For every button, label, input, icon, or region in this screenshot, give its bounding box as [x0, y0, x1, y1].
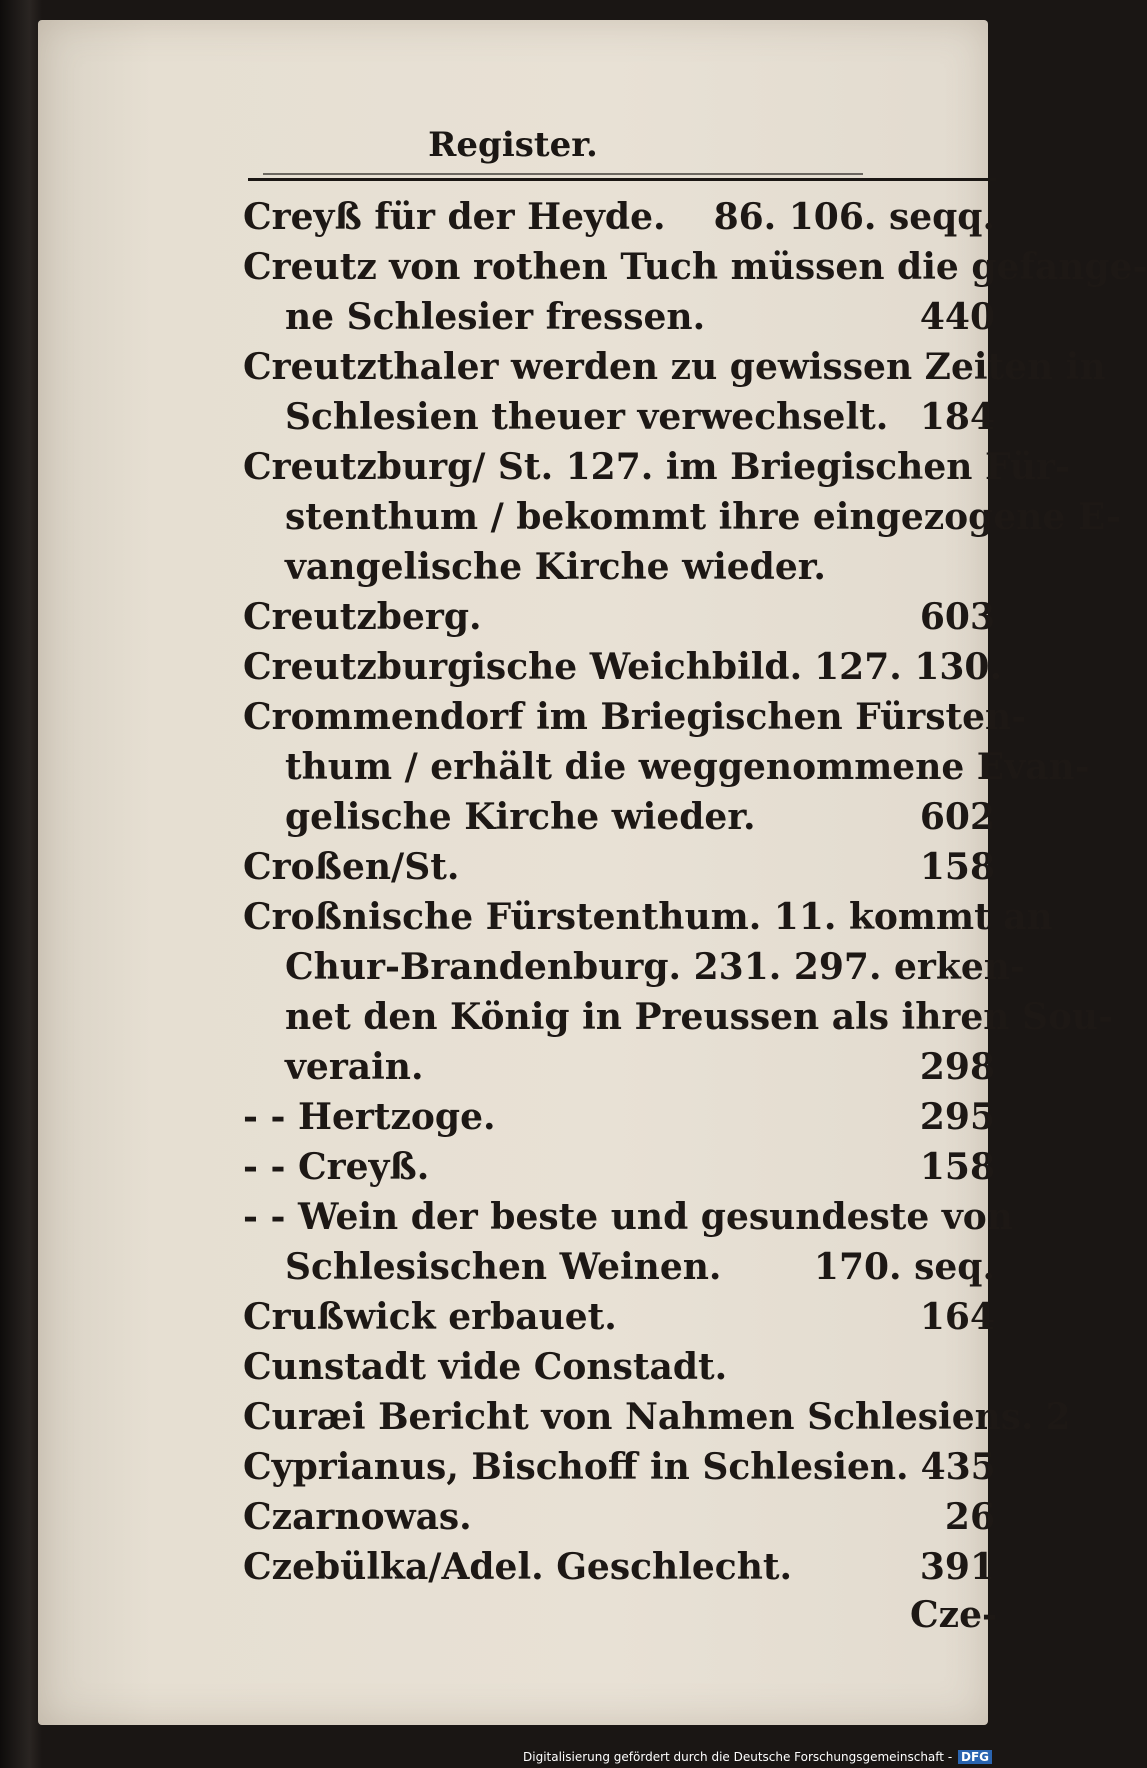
entry-page-number: 170. seq.	[813, 1246, 995, 1288]
register-entry	[243, 492, 1121, 542]
entry-text: ne Schlesier fressen.	[285, 296, 706, 338]
entry-page-number: 158	[919, 1146, 995, 1188]
catchword: Cze-	[910, 1594, 997, 1636]
entry-text: Schlesien theuer verwechselt.	[285, 396, 889, 438]
entry-page-number: 158	[919, 846, 995, 888]
register-entry	[243, 1392, 1071, 1442]
entry-text: Crußwick erbauet.	[243, 1296, 617, 1338]
entry-text: stenthum / bekommt ihre eingezogene E-	[285, 496, 1121, 538]
entry-page-number: 26	[944, 1496, 995, 1538]
register-entry	[243, 342, 1106, 392]
register-entry	[243, 742, 1090, 792]
entry-page-number: 603	[919, 596, 995, 638]
entry-page-number: 86. 106. seqq.	[713, 196, 995, 238]
entry-page-number: 602	[919, 796, 995, 838]
register-entry	[243, 442, 1070, 492]
entry-text: Croßen/St.	[243, 846, 460, 888]
register-entry	[243, 1142, 995, 1192]
register-entry	[243, 992, 1114, 1042]
book-gutter	[0, 0, 42, 1768]
register-entry	[243, 1242, 995, 1292]
entry-text: - - Hertzoge.	[243, 1096, 496, 1138]
page-header: Register.	[428, 125, 598, 165]
register-entries	[243, 192, 1147, 1592]
entry-page-number: 295	[919, 1096, 995, 1138]
register-entry	[243, 292, 995, 342]
entry-text: vangelische Kirche wieder.	[285, 546, 826, 588]
register-entry	[243, 592, 995, 642]
register-entry	[243, 542, 995, 592]
entry-text: - - Creyß.	[243, 1146, 430, 1188]
register-entry	[243, 942, 1025, 992]
entry-text: Cyprianus, Bischoff in Schlesien.	[243, 1446, 909, 1488]
entry-page-number: 2	[1045, 1396, 1071, 1438]
entry-text: Creutzberg.	[243, 596, 482, 638]
register-entry	[243, 892, 1053, 942]
register-entry	[243, 1092, 995, 1142]
register-entry	[243, 792, 995, 842]
entry-text: verain.	[285, 1046, 424, 1088]
entry-text: Creutzburgische Weichbild.	[243, 646, 803, 688]
dfg-logo: DFG	[958, 1750, 992, 1764]
footer-text: Digitalisierung gefördert durch die Deutsche Forschungsgemeinschaft -	[523, 1750, 953, 1764]
register-entry	[243, 1042, 995, 1092]
entry-text: Czarnowas.	[243, 1496, 472, 1538]
register-entry	[243, 1342, 995, 1392]
register-entry	[243, 692, 1027, 742]
register-entry	[243, 192, 995, 242]
entry-text: Chur-Brandenburg. 231. 297. erken-	[285, 946, 1025, 988]
entry-text: Creutzburg/ St. 127. im Briegischen Für-	[243, 446, 1070, 488]
entry-page-number: 391	[919, 1546, 995, 1588]
entry-text: Croßnische Fürstenthum. 11. kommt an	[243, 896, 1053, 938]
entry-text: Schlesischen Weinen.	[285, 1246, 722, 1288]
header-rule-thin	[263, 173, 863, 175]
entry-page-number: 184	[919, 396, 995, 438]
register-entry	[243, 842, 995, 892]
entry-text: Creutz von rothen Tuch müssen die gefange-	[243, 246, 1147, 288]
entry-text: - - Wein der beste und gesundeste von	[243, 1196, 1013, 1238]
register-entry	[243, 1492, 995, 1542]
entry-text: Czebülka/Adel. Geschlecht.	[243, 1546, 793, 1588]
entry-text: net den König in Preussen als ihren Sou-	[285, 996, 1114, 1038]
register-entry	[243, 242, 1147, 292]
entry-page-number: 440	[919, 296, 995, 338]
header-rule	[248, 178, 996, 181]
entry-text: Cunstadt vide Constadt.	[243, 1346, 728, 1388]
register-entry	[243, 1292, 995, 1342]
entry-page-number: 435	[920, 1446, 996, 1488]
entry-page-number: 164	[919, 1296, 995, 1338]
entry-text: Crommendorf im Briegischen Fürsten-	[243, 696, 1027, 738]
register-entry	[243, 1542, 995, 1592]
book-page	[38, 20, 1147, 1725]
register-entry	[243, 392, 995, 442]
register-entry	[243, 642, 1003, 692]
register-entry	[243, 1192, 1013, 1242]
entry-text: gelische Kirche wieder.	[285, 796, 756, 838]
entry-text: thum / erhält die weggenommene Evan-	[285, 746, 1090, 788]
entry-text: Curæi Bericht von Nahmen Schlesiens.	[243, 1396, 1034, 1438]
entry-text: Creutzthaler werden zu gewissen Zeiten in	[243, 346, 1106, 388]
footer-credit	[523, 1750, 992, 1764]
entry-text: Creyß für der Heyde.	[243, 196, 666, 238]
entry-page-number: 298	[919, 1046, 995, 1088]
register-entry	[243, 1442, 995, 1492]
entry-page-number: 127. 130.	[814, 646, 1003, 688]
